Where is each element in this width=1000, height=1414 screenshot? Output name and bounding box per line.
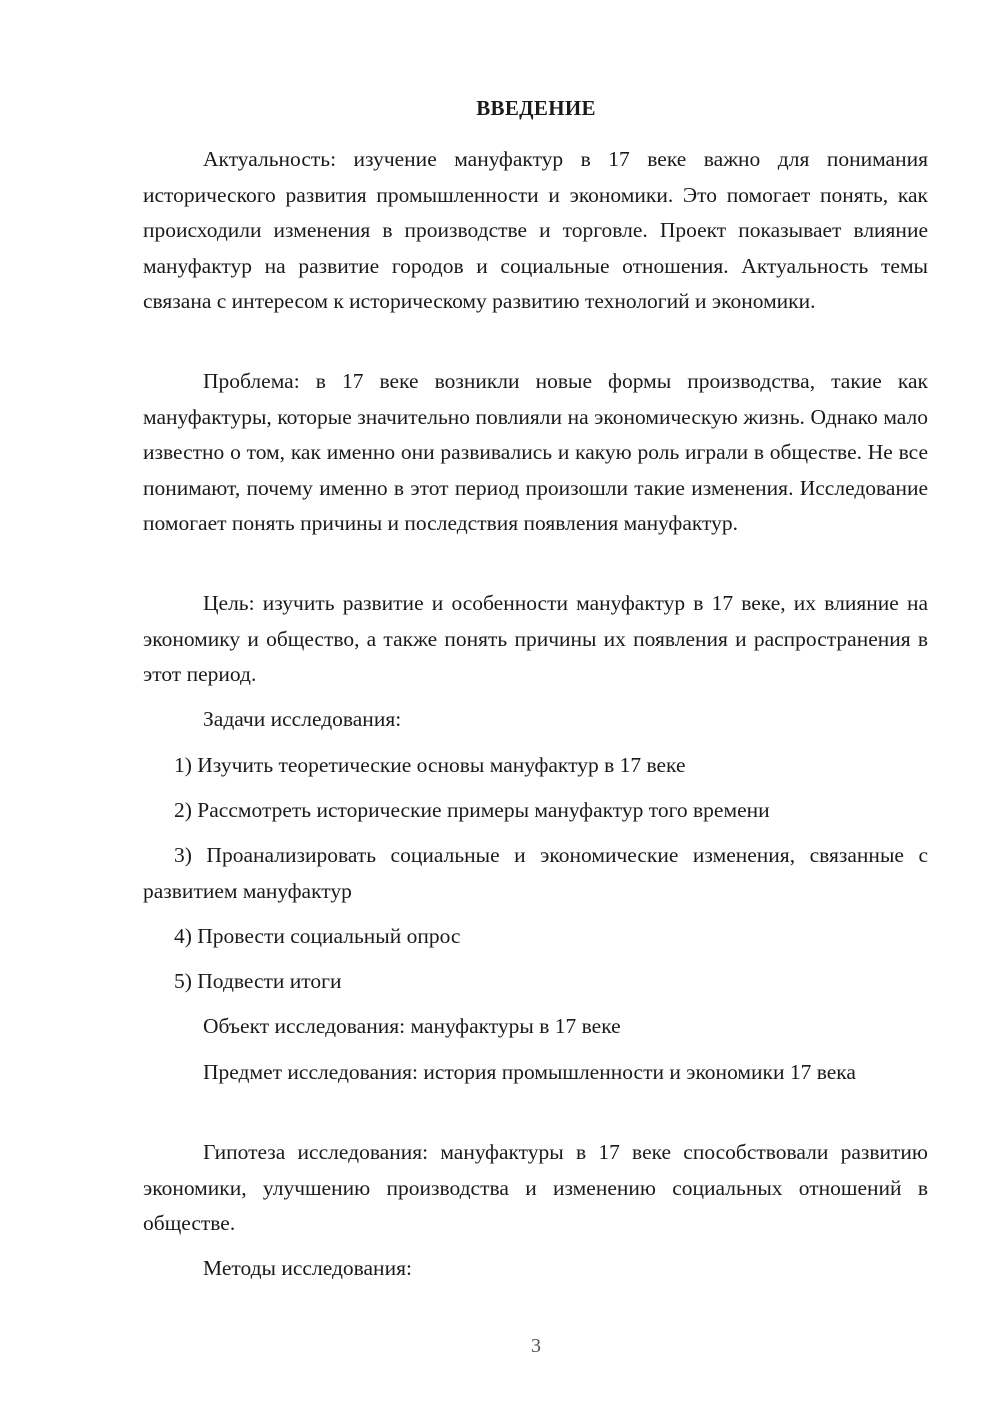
paragraph-subject: Предмет исследования: история промышленности и экономики 17 века — [203, 1060, 856, 1084]
task-item-5: 5) Подвести итоги — [174, 969, 342, 993]
paragraph-hypothesis: Гипотеза исследования: мануфактуры в 17 веке способствовали развитию экономики, улучшению производства и изменению социальных отношений в обществе. — [143, 1140, 928, 1235]
page-number: 3 — [531, 1335, 541, 1357]
task-item-3: 3) Проанализировать социальные и экономические изменения, связанные с развитием мануфактур — [143, 843, 928, 903]
section-title: ВВЕДЕНИЕ — [476, 96, 596, 120]
paragraph-relevance: Актуальность: изучение мануфактур в 17 веке важно для понимания исторического развития промышленности и экономики. Это помогает понять, как происходили изменения в производстве и торговле. Проект показывает влияние мануфактур на развитие городов и социальные отношения. Актуальность темы связана с интересом к историческому развитию технологий и экономики. — [143, 147, 928, 313]
paragraph-problem: Проблема: в 17 веке возникли новые формы производства, такие как мануфактуры, которые значительно повлияли на экономическую жизнь. Однако мало известно о том, как именно они развивались и какую роль играли в обществе. Не все понимают, почему именно в этот период произошли такие изменения. Исследование помогает понять причины и последствия появления мануфактур. — [143, 369, 928, 535]
task-item-1: 1) Изучить теоретические основы мануфактур в 17 веке — [174, 753, 686, 777]
methods-heading: Методы исследования: — [203, 1256, 412, 1280]
task-item-2: 2) Рассмотреть исторические примеры мануфактур того времени — [174, 798, 770, 822]
paragraph-object: Объект исследования: мануфактуры в 17 веке — [203, 1014, 621, 1038]
task-item-4: 4) Провести социальный опрос — [174, 924, 461, 948]
paragraph-goal: Цель: изучить развитие и особенности мануфактур в 17 веке, их влияние на экономику и общество, а также понять причины их появления и распространения в этот период. — [143, 591, 928, 686]
tasks-heading: Задачи исследования: — [203, 707, 402, 731]
